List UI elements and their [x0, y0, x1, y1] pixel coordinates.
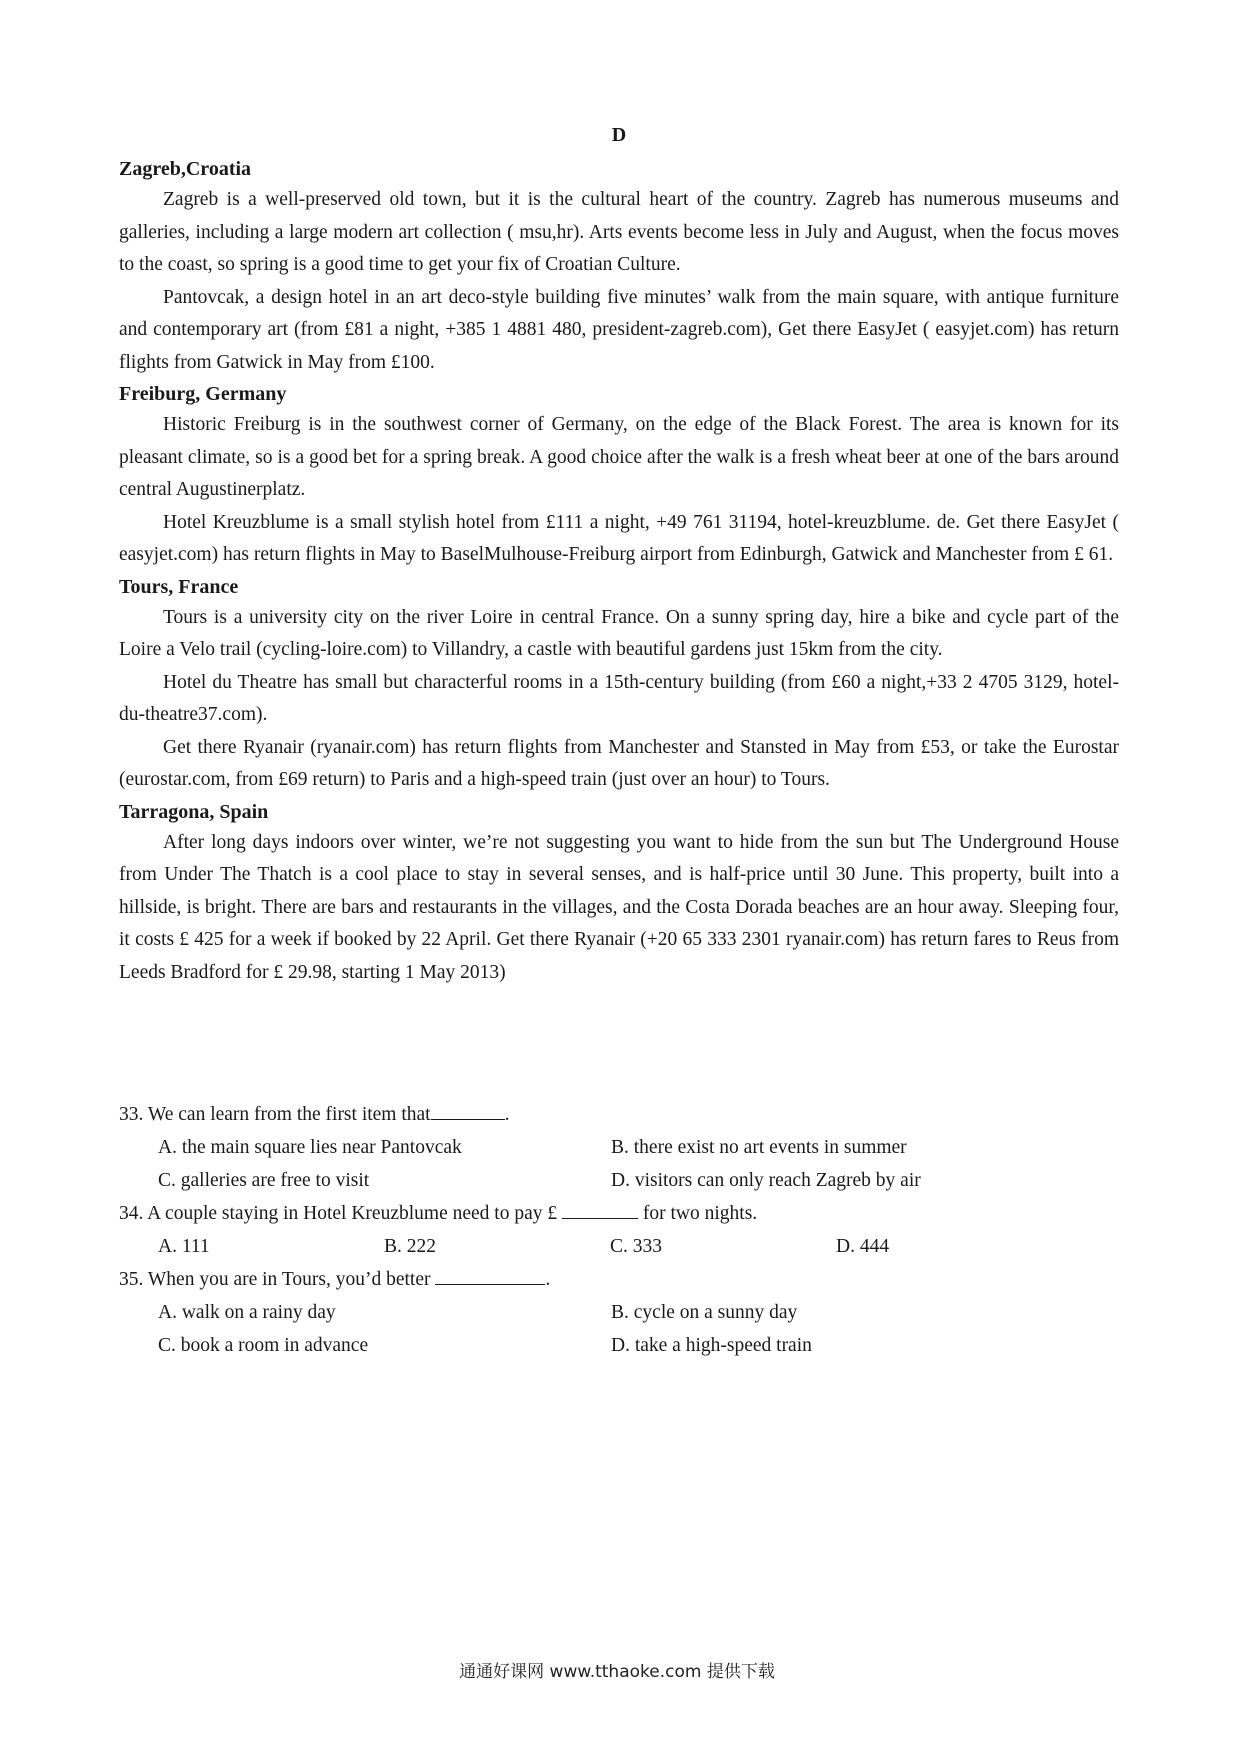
- question-stem: 34. A couple staying in Hotel Kreuzblume need to pay £: [119, 1203, 558, 1224]
- option-a: A. the main square lies near Pantovcak: [158, 1137, 462, 1158]
- question-stem-end: .: [504, 1104, 510, 1125]
- paragraph: Hotel Kreuzblume is a small stylish hotel from £111 a night, +49 761 31194, hotel-kreuzblume. de. Get there EasyJet ( easyjet.com) has return flights in May to BaselMulhouse-Freiburg airport from Edinburgh, Gatwick and Manchester from £ 61.: [119, 511, 1119, 565]
- option-a: A. walk on a rainy day: [158, 1302, 336, 1323]
- section-heading-tours: Tours, France: [119, 575, 239, 598]
- option-b: B. 222: [384, 1236, 437, 1257]
- paragraph: Hotel du Theatre has small but characterful rooms in a 15th-century building (from £60 a night,+33 2 4705 3129, hotel-du-theatre37.com).: [119, 671, 1119, 725]
- paragraph: Tours is a university city on the river Loire in central France. On a sunny spring day, hire a bike and cycle part of the Loire a Velo trail (cycling-loire.com) to Villandry, a castle with beautiful gardens just 15km from the city.: [119, 606, 1119, 660]
- question-stem: 33. We can learn from the first item that: [119, 1104, 431, 1125]
- option-a: A. 111: [158, 1236, 210, 1257]
- question-35: [119, 1263, 1119, 1296]
- question-34: [119, 1197, 1119, 1230]
- question-stem-end: for two nights.: [642, 1203, 758, 1224]
- questions: [119, 1098, 1119, 1362]
- section-heading-freiburg: Freiburg, Germany: [119, 383, 287, 405]
- option-b: B. there exist no art events in summer: [611, 1137, 907, 1158]
- option-d: D. take a high-speed train: [611, 1335, 812, 1356]
- option-d: D. 444: [836, 1236, 890, 1257]
- reading-passage: [119, 154, 1119, 989]
- option-c: C. galleries are free to visit: [158, 1170, 370, 1191]
- options-row: [119, 1164, 1119, 1197]
- paragraph: Pantovcak, a design hotel in an art deco-style building five minutes’ walk from the main square, with antique furniture and contemporary art (from £81 a night, +385 1 4881 480, president-zagreb.com), Get there EasyJet ( easyjet.com) has return flights from Gatwick in May from £100.: [119, 286, 1119, 373]
- paragraph: Get there Ryanair (ryanair.com) has return flights from Manchester and Stansted in May from £53, or take the Eurostar (eurostar.com, from £69 return) to Paris and a high-speed train (just over an hour) to Tours.: [119, 736, 1119, 790]
- paragraph: After long days indoors over winter, we’re not suggesting you want to hide from the sun but The Underground House from Under The Thatch is a cool place to stay in several senses, and is half-price until 30 June. This property, built into a hillside, is bright. There are bars and restaurants in the villages, and the Costa Dorada beaches are an hour away. Sleeping four, it costs £ 425 for a week if booked by 22 April. Get there Ryanair (+20 65 333 2301 ryanair.com) has return fares to Reus from Leeds Bradford for £ 29.98, starting 1 May 2013): [119, 831, 1119, 983]
- option-c: C. 333: [610, 1236, 663, 1257]
- option-d: D. visitors can only reach Zagreb by air: [611, 1170, 921, 1191]
- answer-blank: [431, 1101, 505, 1120]
- question-stem-end: .: [545, 1269, 551, 1290]
- question-33: [119, 1098, 1119, 1131]
- paragraph: Historic Freiburg is in the southwest corner of Germany, on the edge of the Black Forest. The area is known for its pleasant climate, so is a good bet for a spring break. A good choice after the walk is a fresh wheat beer at one of the bars around central Augustinerplatz.: [119, 414, 1119, 500]
- answer-blank: [562, 1200, 638, 1219]
- options-row: [119, 1329, 1119, 1362]
- option-c: C. book a room in advance: [158, 1335, 369, 1356]
- paragraph: Zagreb is a well-preserved old town, but it is the cultural heart of the country. Zagreb has numerous museums and galleries, including a large modern art collection ( msu,hr). Arts events become less in July and August, when the focus moves to the coast, so spring is a good time to get your fix of Croatian Culture.: [119, 189, 1119, 275]
- answer-blank: [435, 1266, 545, 1285]
- section-letter: D: [611, 124, 627, 146]
- options-row: [119, 1296, 1119, 1329]
- option-b: B. cycle on a sunny day: [611, 1302, 798, 1323]
- page-footer: 通通好课网 www.tthaoke.com 提供下载: [459, 1662, 775, 1682]
- options-row: [119, 1131, 1119, 1164]
- question-stem: 35. When you are in Tours, you’d better: [119, 1269, 431, 1290]
- section-heading-tarragona: Tarragona, Spain: [119, 800, 269, 823]
- section-heading-zagreb: Zagreb,Croatia: [119, 158, 252, 180]
- options-row: [119, 1230, 1119, 1263]
